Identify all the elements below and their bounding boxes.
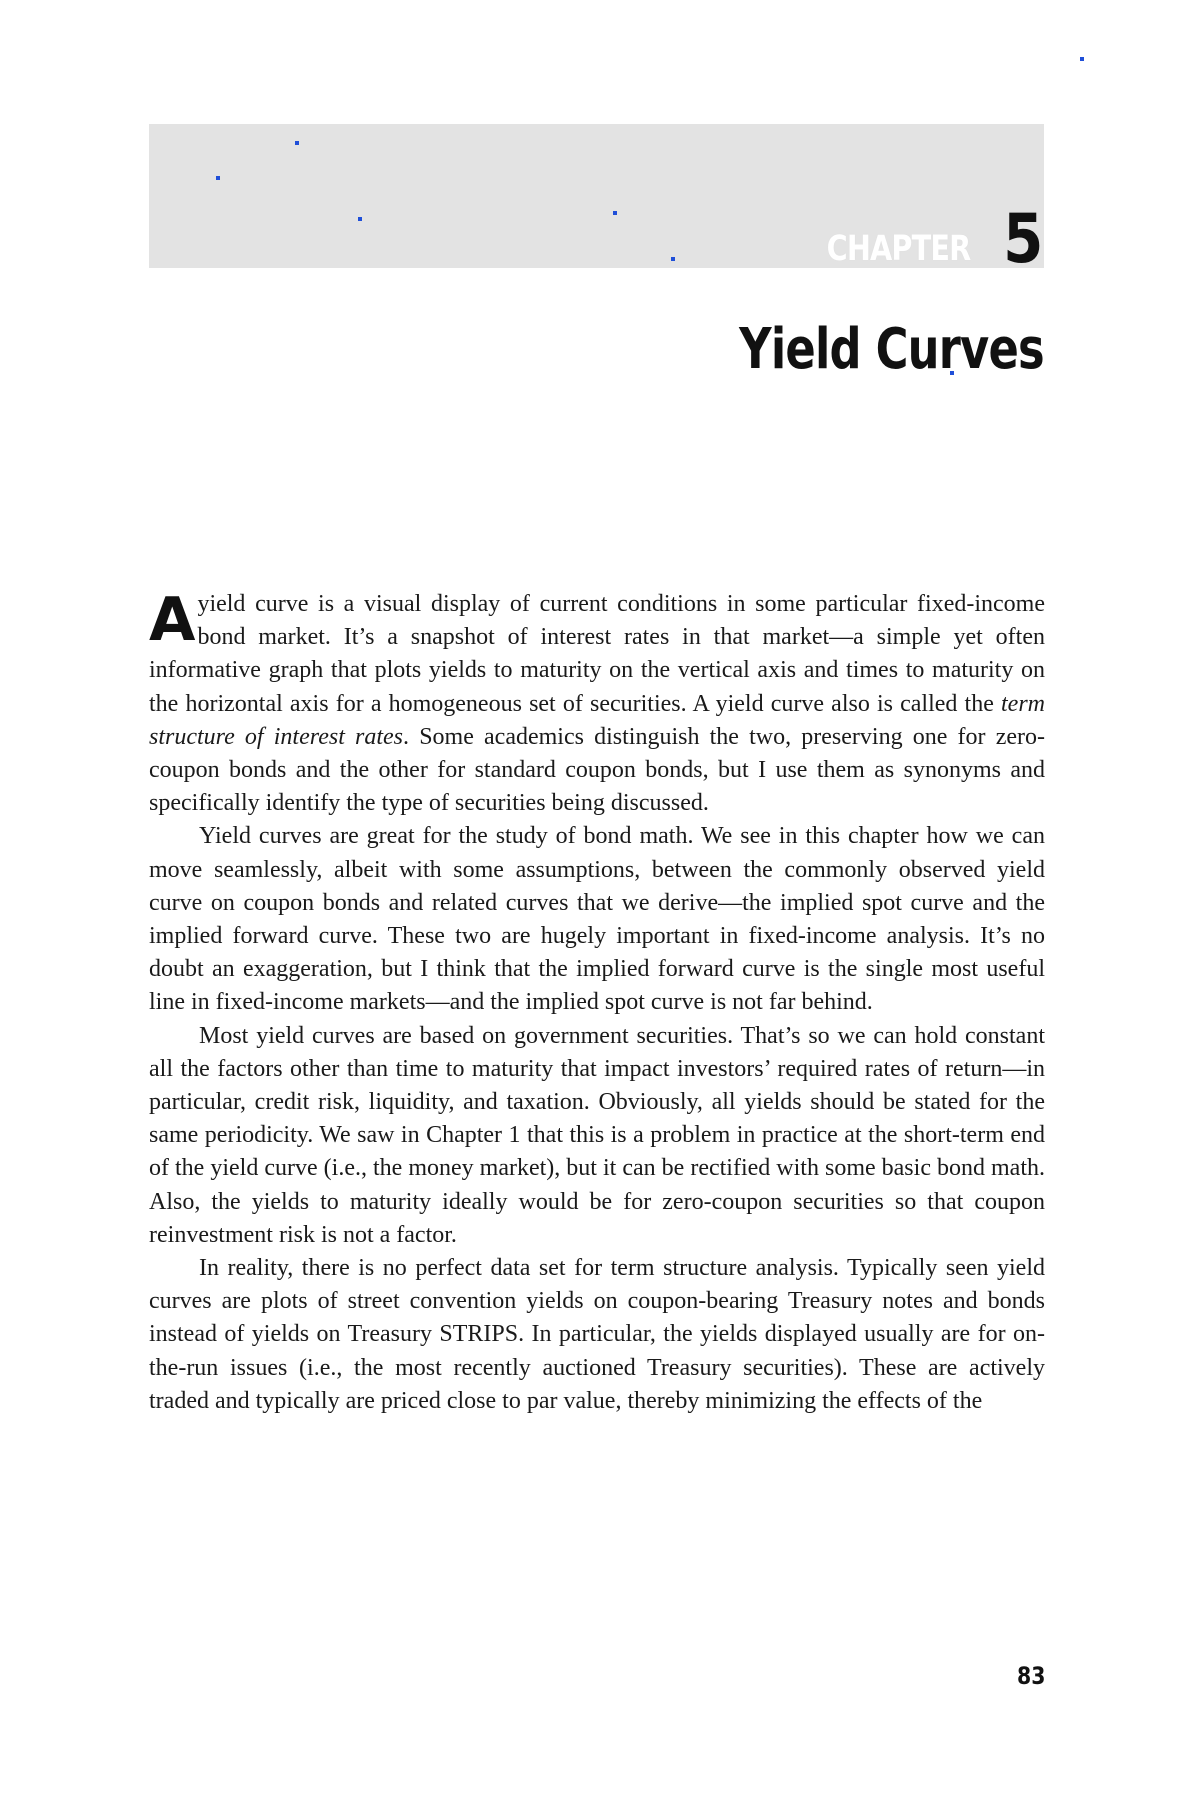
paragraph-4: In reality, there is no perfect data set for term structure analysis. Typically seen yield curves are plots of street convention yields on coupon-bearing Treasury notes and bonds instead of yields on Treasury STRIPS. In particular, the yields displayed usually are for on-the-run issues (i.e., the most recently auctioned Treasury securities). These are actively traded and typically are priced close to par value, thereby minimizing the effects of the (149, 1255, 1045, 1414)
paragraph-1 (149, 585, 1045, 820)
paragraph-1-text: yield curve is a visual display of current conditions in some particular fixed-income bond market. It’s a snapshot of interest rates in that market—a simple yet often informative graph that plots yields to maturity on the vertical axis and times to maturity on the horizontal axis for a homogeneous set of securities. A yield curve also is called the (149, 591, 1045, 717)
blue-speck (1080, 57, 1084, 61)
paragraph-1-text-end: . Some academics distinguish the two, preserving one for zero-coupon bonds and the other for standard coupon bonds, but I use them as synonyms and specifically identify the type of securities being discussed. (149, 723, 1045, 817)
chapter-title: Yield Curves (739, 317, 1044, 382)
blue-speck (295, 141, 299, 145)
blue-speck (358, 217, 362, 221)
term-emphasis: term structure of interest rates (149, 690, 1045, 750)
blue-speck (671, 257, 675, 261)
blue-speck (613, 211, 617, 215)
drop-cap: A (149, 585, 196, 655)
chapter-number: 5 (1002, 200, 1043, 279)
chapter-label: CHAPTER (826, 229, 970, 269)
paragraph-2: Yield curves are great for the study of bond math. We see in this chapter how we can move seamlessly, albeit with some assumptions, between the commonly observed yield curve on coupon bonds and related curves that we derive—the implied spot curve and the implied forward curve. These two are hugely important in fixed-income analysis. It’s no doubt an exaggeration, but I think that the implied forward curve is the single most useful line in fixed-income markets—and the implied spot curve is not far behind. (149, 823, 1045, 1016)
blue-speck (216, 176, 220, 180)
chapter-body (149, 585, 1045, 1418)
paragraph-3: Most yield curves are based on government securities. That’s so we can hold constant all the factors other than time to maturity that impact investors’ required rates of return—in particular, credit risk, liquidity, and taxation. Obviously, all yields should be stated for the same periodicity. We saw in Chapter 1 that this is a problem in practice at the short-term end of the yield curve (i.e., the money market), but it can be rectified with some basic bond math. Also, the yields to maturity ideally would be for zero-coupon securities so that coupon reinvestment risk is not a factor. (149, 1022, 1045, 1248)
page-number: 83 (1016, 1662, 1045, 1690)
